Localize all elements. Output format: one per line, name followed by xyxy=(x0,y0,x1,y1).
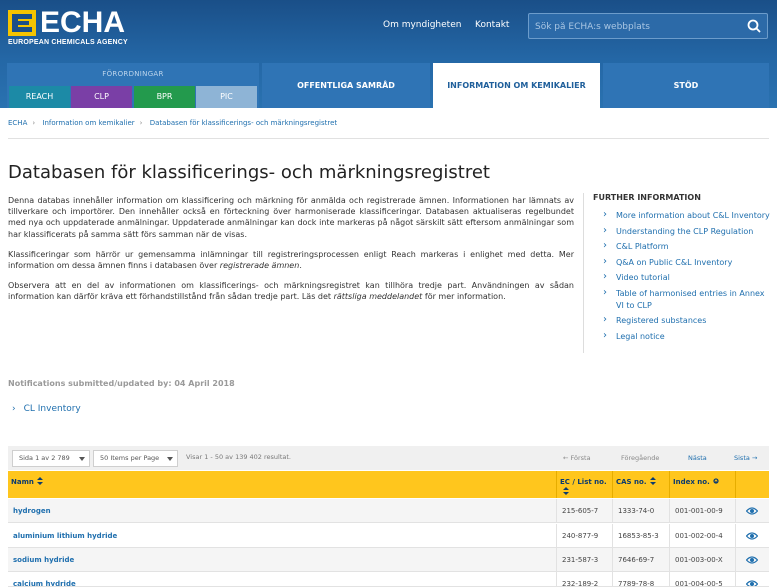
view-eye-icon[interactable] xyxy=(746,555,758,565)
breadcrumb xyxy=(8,119,342,127)
per-page-select[interactable]: 50 Items per Page xyxy=(93,450,178,467)
column-name[interactable]: Namn xyxy=(8,471,556,498)
ec-number: 231-587-3 xyxy=(562,556,599,564)
sort-icon xyxy=(713,477,719,485)
table-header xyxy=(8,471,769,498)
substance-name-link[interactable]: sodium hydride xyxy=(13,556,75,564)
substance-name-link[interactable]: calcium hydride xyxy=(13,580,76,587)
index-number: 001-003-00-X xyxy=(675,556,723,564)
chevron-right-icon: › xyxy=(139,119,143,127)
notifications-date: Notifications submitted/updated by: 04 April 2018 xyxy=(8,379,235,388)
further-information-title: FURTHER INFORMATION xyxy=(593,193,701,202)
nav-pic[interactable]: PIC xyxy=(196,86,257,108)
search-input[interactable] xyxy=(535,19,740,35)
view-eye-icon[interactable] xyxy=(746,506,758,516)
pagination-next[interactable]: Nästa xyxy=(688,454,707,462)
view-eye-icon[interactable] xyxy=(746,579,758,587)
tab-public-consultations[interactable]: OFFENTLIGA SAMRÅD xyxy=(262,63,430,108)
table-row xyxy=(8,572,769,587)
table-row xyxy=(8,499,769,523)
regulations-group xyxy=(7,63,259,108)
nav-bpr[interactable]: BPR xyxy=(134,86,195,108)
table-row xyxy=(8,524,769,548)
table-row xyxy=(8,548,769,572)
further-link[interactable]: › Registered substances xyxy=(603,315,773,327)
pagination-last[interactable]: Sista → xyxy=(734,454,758,462)
regulations-label: FÖRORDNINGAR xyxy=(102,70,164,78)
divider xyxy=(8,138,769,139)
caret-down-icon xyxy=(79,457,85,461)
tab-support[interactable]: STÖD xyxy=(603,63,769,108)
further-link[interactable]: › C&L Platform xyxy=(603,241,773,253)
logo-subtitle: EUROPEAN CHEMICALS AGENCY xyxy=(8,39,128,46)
page-title: Databasen för klassificerings- och märkningsregistret xyxy=(8,162,490,183)
breadcrumb-echa[interactable]: ECHA xyxy=(8,119,28,127)
cas-number: 16853-85-3 xyxy=(618,532,659,540)
pagination-prev[interactable]: Föregående xyxy=(621,454,660,462)
cas-number: 7789-78-8 xyxy=(618,580,655,587)
intro-paragraph-2: Klassificeringar som härrör ur gemensamma inlämningar till registreringsprocessen enligt Reach markeras i enlighet med detta. Mer information om dessa ämnen finns i databasen över registrerade ämnen. xyxy=(8,249,574,271)
chevron-right-icon: › xyxy=(12,404,16,414)
further-link[interactable]: › Legal notice xyxy=(603,331,773,343)
further-link[interactable]: › Q&A on Public C&L Inventory xyxy=(603,257,773,269)
sort-icon xyxy=(563,487,569,495)
intro-paragraph-1: Denna databas innehåller information om klassificering och märkning för anmälda och registrerade ämnen. Informationen har lämnats av tillverkare och importörer. Den innehåller också en förteckning över harmoniserade klassificeringar. Databasen aktualiseras regelbundet med nya och uppdaterade anmälningar. Uppdaterade anmälningar kan dock inte markeras på något särskilt sätt eftersom anmälningar som har klassificerats på samma sätt förs samman när de visas. xyxy=(8,196,574,239)
substance-name-link[interactable]: aluminium lithium hydride xyxy=(13,532,118,540)
index-number: 001-002-00-4 xyxy=(675,532,723,540)
sort-icon xyxy=(650,477,656,485)
contact-link[interactable]: Kontakt xyxy=(475,20,510,30)
ec-number: 215-605-7 xyxy=(562,507,599,515)
caret-down-icon xyxy=(167,457,173,461)
intro-paragraph-3: Observera att en del av informationen om klassificerings- och märkningsregistret kan tillhöra tredje part. Användningen av sådan information kan därför kräva ett förhandstillstånd från sådan tredje part. Läs det rättsliga meddelandet för mer information. xyxy=(8,281,574,302)
cl-inventory-toggle[interactable] xyxy=(12,404,81,414)
index-number: 001-004-00-5 xyxy=(675,580,723,587)
column-ec[interactable]: EC / List no. xyxy=(557,471,612,498)
nav-clp[interactable]: CLP xyxy=(71,86,132,108)
site-search xyxy=(528,13,768,39)
further-link[interactable]: › Table of harmonised entries in Annex VI to CLP xyxy=(603,288,773,312)
about-link[interactable]: Om myndigheten xyxy=(383,20,462,30)
index-number: 001-001-00-9 xyxy=(675,507,723,515)
nav-reach[interactable]: REACH xyxy=(9,86,70,108)
sort-icon xyxy=(37,477,43,485)
further-link[interactable]: › More information about C&L Inventory xyxy=(603,210,773,222)
substance-name-link[interactable]: hydrogen xyxy=(13,507,51,515)
pagination-first[interactable]: ← Första xyxy=(563,454,591,462)
logo-mark-icon xyxy=(8,10,36,36)
ec-number: 232-189-2 xyxy=(562,580,599,587)
cas-number: 7646-69-7 xyxy=(618,556,655,564)
echa-logo[interactable] xyxy=(8,8,138,44)
search-icon[interactable] xyxy=(746,18,762,34)
legal-notice-inline-link[interactable]: rättsliga meddelandet xyxy=(333,292,423,302)
results-count: Visar 1 - 50 av 139 402 resultat. xyxy=(186,453,291,461)
cas-number: 1333-74-0 xyxy=(618,507,655,515)
chevron-right-icon: › xyxy=(32,119,36,127)
cl-inventory-label: CL Inventory xyxy=(23,404,81,414)
intro-text xyxy=(8,195,574,312)
further-link[interactable]: › Understanding the CLP Regulation xyxy=(603,226,773,238)
sidebar-divider xyxy=(583,193,584,353)
view-eye-icon[interactable] xyxy=(746,531,758,541)
registered-substances-link[interactable]: registrerade ämnen xyxy=(219,261,300,271)
column-index[interactable]: Index no. xyxy=(670,471,735,498)
column-cas[interactable]: CAS no. xyxy=(613,471,669,498)
ec-number: 240-877-9 xyxy=(562,532,599,540)
tab-chemical-information[interactable]: INFORMATION OM KEMIKALIER xyxy=(433,63,600,108)
further-information-list xyxy=(603,210,773,346)
breadcrumb-current[interactable]: Databasen för klassificerings- och märkningsregistret xyxy=(149,119,338,127)
column-separator xyxy=(735,471,736,498)
further-link[interactable]: › Video tutorial xyxy=(603,272,773,284)
logo-word: ECHA xyxy=(40,6,126,39)
page-select[interactable]: Sida 1 av 2 789 xyxy=(12,450,90,467)
breadcrumb-chemical-information[interactable]: Information om kemikalier xyxy=(42,119,135,127)
